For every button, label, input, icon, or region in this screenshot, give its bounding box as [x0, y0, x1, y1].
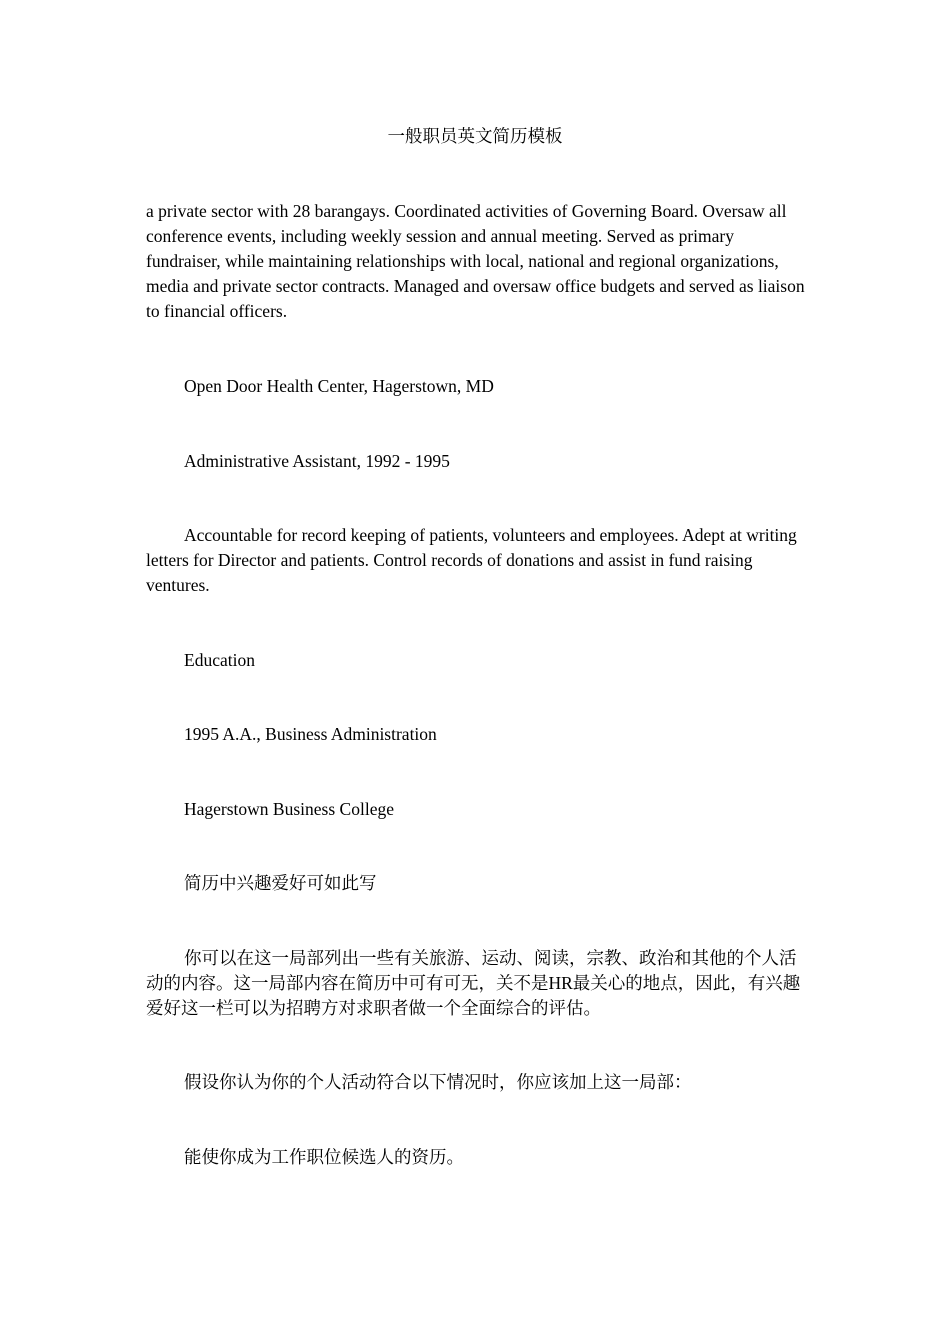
- paragraph-experience-summary: a private sector with 28 barangays. Coordinated activities of Governing Board. Oversaw all conference events, including weekly session and annual meeting. Served as primary fundraiser, while maintaining relationships with local, national and regional organizations, media and private sector contracts. Managed and oversaw office budgets and served as liaison to financial officers.: [146, 201, 805, 321]
- section-heading-education: Education: [184, 650, 255, 670]
- document-title: 一般职员英文简历模板: [387, 126, 563, 146]
- paragraph-hobbies-condition: 假设你认为你的个人活动符合以下情况时，你应该加上这一局部：: [184, 1072, 692, 1092]
- paragraph-employer: Open Door Health Center, Hagerstown, MD: [184, 376, 494, 396]
- paragraph-hobbies-description: 你可以在这一局部列出一些有关旅游、运动、阅读，宗教、政治和其他的个人活动的内容。这一局部内容在简历中可有可无，关不是HR最关心的地点，因此，有兴趣爱好这一栏可以为招聘方对求职者做一个全面综合的评估。: [146, 948, 801, 1018]
- paragraph-school: Hagerstown Business College: [184, 799, 394, 819]
- paragraph-job-description: Accountable for record keeping of patients, volunteers and employees. Adept at writing letters for Director and patients. Control records of donations and assist in fund raising ventures.: [146, 525, 797, 595]
- paragraph-hobbies-point: 能使你成为工作职位候选人的资历。: [184, 1147, 464, 1167]
- paragraph-degree: 1995 A.A., Business Administration: [184, 724, 437, 744]
- section-heading-hobbies: 简历中兴趣爱好可如此写: [184, 873, 377, 893]
- paragraph-job-title: Administrative Assistant, 1992 - 1995: [184, 451, 450, 471]
